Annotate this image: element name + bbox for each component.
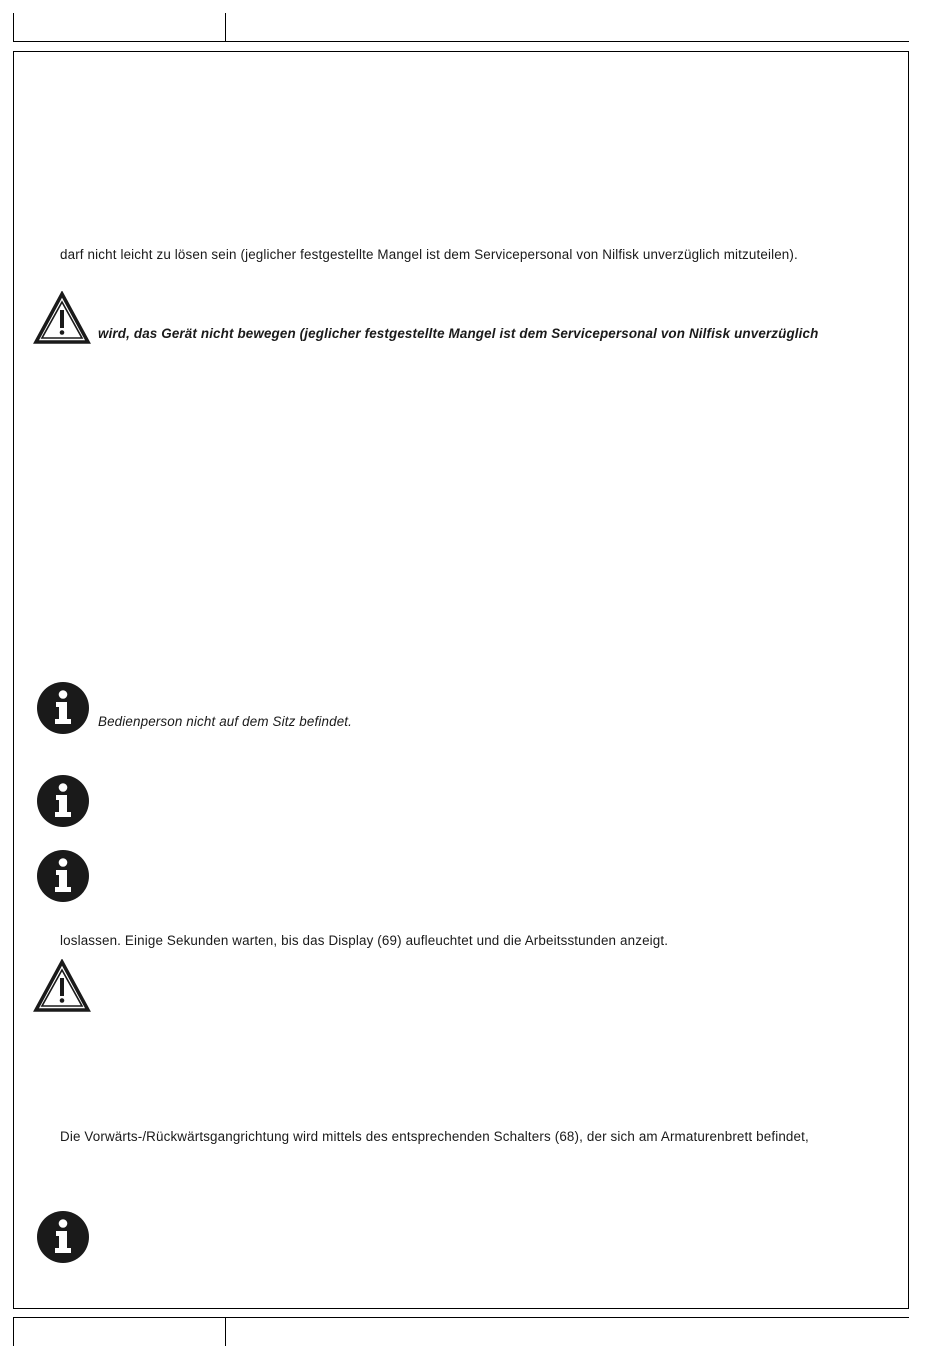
header-rule [13,41,909,42]
info-circle-icon [36,849,90,903]
header-left-divider [13,13,14,42]
footer-rule [13,1317,909,1318]
warning-triangle-icon [33,959,91,1013]
footer-left-divider [13,1317,14,1346]
footer-mid-divider [225,1317,226,1346]
content-frame [13,51,909,1309]
warning-triangle-icon [33,291,91,345]
note-text-seat: Bedienperson nicht auf dem Sitz befindet. [98,714,353,729]
info-circle-icon [36,681,90,735]
header-mid-divider [225,13,226,42]
paragraph-display: loslassen. Einige Sekunden warten, bis das Display (69) aufleuchtet und die Arbeitsstunden anzeigt. [60,933,669,948]
info-circle-icon [36,1210,90,1264]
info-circle-icon [36,774,90,828]
paragraph-seat-release: darf nicht leicht zu lösen sein (jeglicher festgestellte Mangel ist dem Servicepersonal von Nilfisk unverzüglich mitzuteilen). [60,247,798,262]
paragraph-direction: Die Vorwärts-/Rückwärtsgangrichtung wird mittels des entsprechenden Schalters (68), der sich am Armaturenbrett befindet, [60,1129,809,1144]
warning-text-move: wird, das Gerät nicht bewegen (jeglicher festgestellte Mangel ist dem Servicepersonal von Nilfisk unverzüglich [98,326,819,341]
